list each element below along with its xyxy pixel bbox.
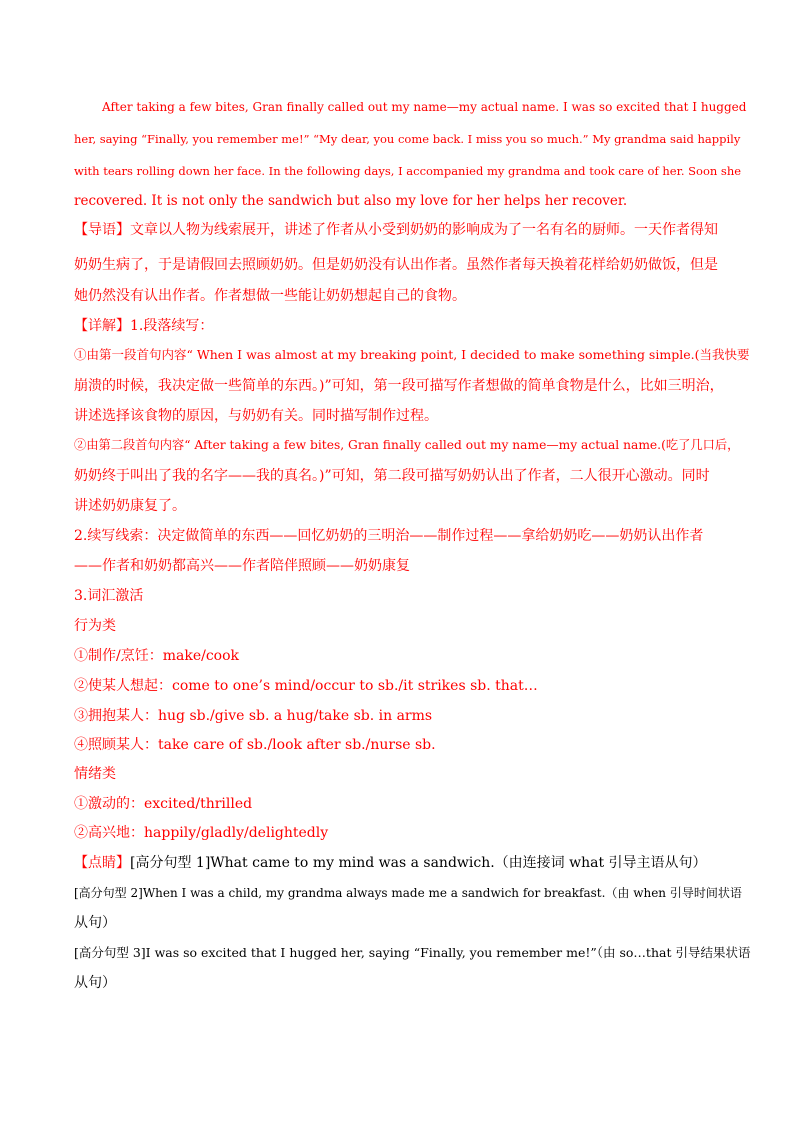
highlight-tag: 【点睛】 bbox=[74, 855, 130, 871]
vocab-action-item-4: ④照顾某人：take care of sb./look after sb./nurse sb. bbox=[74, 737, 436, 753]
vocab-emotion-item-1: ①激动的：excited/thrilled bbox=[74, 796, 253, 812]
detail-p2-line-2: 奶奶终于叫出了我的名字——我的真名。)”可知，第二段可描写奶奶认出了作者，二人很开心激动。同时 bbox=[74, 468, 710, 484]
vocab-action-title: 行为类 bbox=[74, 618, 116, 634]
guide-line-2: 奶奶生病了，于是请假回去照顾奶奶。但是奶奶没有认出作者。虽然作者每天换着花样给奶奶做饭，但是 bbox=[74, 257, 718, 273]
story-line-4: recovered. It is not only the sandwich but also my love for her helps her recover. bbox=[74, 193, 628, 209]
detail-p2-line-3: 讲述奶奶康复了。 bbox=[74, 498, 186, 514]
vocab-emotion-item-2: ②高兴地：happily/gladly/delightedly bbox=[74, 825, 329, 841]
story-line-3: with tears rolling down her face. In the following days, I accompanied my grandma and took care of her. Soon she bbox=[74, 164, 742, 178]
highlight-sentence-3-line-1: [高分句型 3]I was so excited that I hugged her, saying “Finally, you remember me!”（由 so…that 引导结果状语 bbox=[74, 945, 751, 960]
clues-line-2: ——作者和奶奶都高兴——作者陪伴照顾——奶奶康复 bbox=[74, 558, 410, 574]
story-line-1: After taking a few bites, Gran finally called out my name—my actual name. I was so excited that I hugged bbox=[102, 100, 747, 114]
vocab-action-item-3: ③拥抱某人：hug sb./give sb. a hug/take sb. in arms bbox=[74, 708, 433, 724]
vocab-heading: 3.词汇激活 bbox=[74, 588, 144, 604]
highlight-sentence-3-line-2: 从句） bbox=[74, 975, 116, 991]
detail-p1-line-2: 崩溃的时候，我决定做一些简单的东西。)”可知，第一段可描写作者想做的简单食物是什么，比如三明治， bbox=[74, 378, 724, 394]
vocab-emotion-title: 情绪类 bbox=[74, 766, 116, 782]
guide-line-3: 她仍然没有认出作者。作者想做一些能让奶奶想起自己的食物。 bbox=[74, 288, 466, 304]
highlight-sentence-2-line-2: 从句） bbox=[74, 915, 116, 931]
vocab-action-item-1: ①制作/烹饪：make/cook bbox=[74, 648, 240, 664]
highlight-sentence-1-text: [高分句型 1]What came to my mind was a sandwich.（由连接词 what 引导主语从句） bbox=[130, 855, 707, 871]
detail-p1-line-1: ①由第一段首句内容“ When I was almost at my breaking point, I decided to make something simple.(当我快要 bbox=[74, 347, 750, 362]
vocab-action-item-2: ②使某人想起：come to one’s mind/occur to sb./it strikes sb. that… bbox=[74, 678, 538, 694]
story-line-2: her, saying “Finally, you remember me!” “My dear, you come back. I miss you so much.” My grandma said happily bbox=[74, 132, 741, 146]
detail-p2-line-1: ②由第二段首句内容“ After taking a few bites, Gran finally called out my name—my actual name.(吃了几口后， bbox=[74, 438, 740, 452]
highlight-sentence-2-line-1: [高分句型 2]When I was a child, my grandma always made me a sandwich for breakfast.（由 when 引导时间状语 bbox=[74, 886, 742, 900]
guide-line-1: 【导语】文章以人物为线索展开，讲述了作者从小受到奶奶的影响成为了一名有名的厨师。一天作者得知 bbox=[74, 222, 718, 238]
clues-line-1: 2.续写线索：决定做简单的东西——回忆奶奶的三明治——制作过程——拿给奶奶吃——奶奶认出作者 bbox=[74, 528, 704, 544]
detail-heading: 【详解】1.段落续写： bbox=[74, 318, 214, 334]
detail-p1-line-3: 讲述选择该食物的原因，与奶奶有关。同时描写制作过程。 bbox=[74, 408, 438, 424]
highlight-sentence-1 bbox=[74, 853, 707, 873]
